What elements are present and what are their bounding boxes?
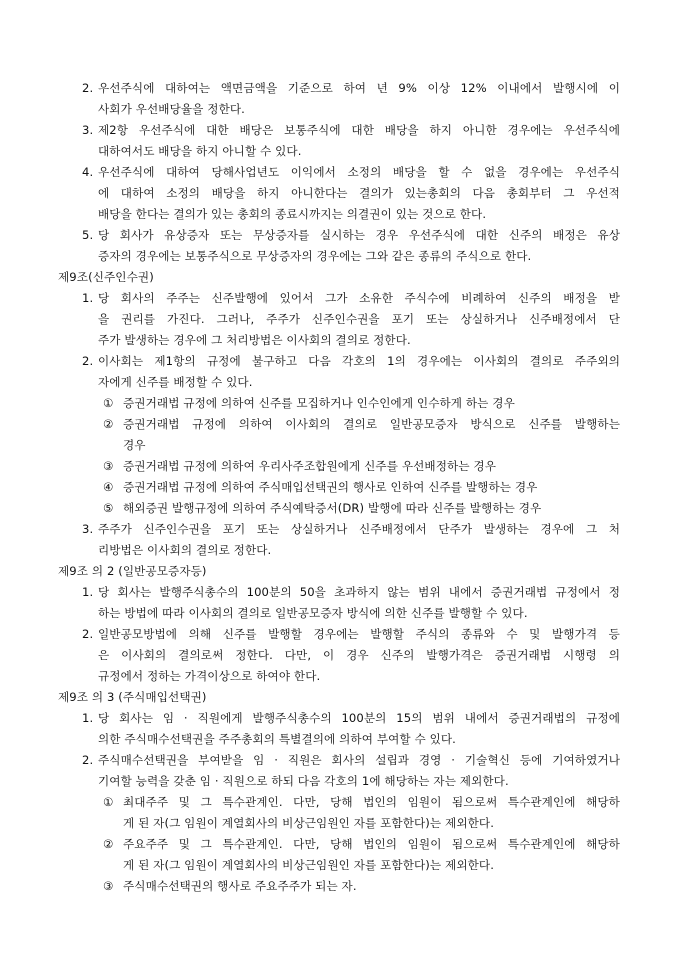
item-text: 규정에서 정하는 가격이상으로 하여야 한다. xyxy=(98,669,321,683)
subitem-text: 주요주주 및 그 특수관계인. 다만, 당해 법인의 임원이 됨으로써 특수관계인에 해당하 xyxy=(123,837,620,851)
item-text: 일반공모방법에 의해 신주를 발행할 경우에는 발행할 주식의 종류와 수 및 발행가격 등 xyxy=(98,627,620,641)
item-text: 기여할 능력을 갖춘 임 · 직원으로 하되 다음 각호의 1에 해당하는 자는 제외한다. xyxy=(98,774,509,788)
item-text: 우선주식에 대하여는 액면금액을 기준으로 하여 년 9% 이상 12% 이내에서 발행시에 이 xyxy=(98,81,620,95)
item-number: 1. xyxy=(82,711,94,725)
item-text: 제2항 우선주식에 대한 배당은 보통주식에 대한 배당을 하지 아니한 경우에는 우선주식에 xyxy=(98,123,620,137)
subitem-text: 증권거래법 규정에 의하여 신주를 모집하거나 인수인에게 인수하게 하는 경우 xyxy=(123,396,515,410)
item-text: 당 회사는 임 · 직원에게 발행주식총수의 100분의 15의 범위 내에서 증권거래법의 규정에 xyxy=(98,711,620,725)
article-heading: 제9조 의 3 (주식매입선택권) xyxy=(58,690,207,704)
item-number: 3. xyxy=(82,123,94,137)
item-number: 2. xyxy=(82,753,94,767)
item-text: 의한 주식매수선택권을 주주총회의 특별결의에 의하여 부여할 수 있다. xyxy=(98,732,456,746)
subitem-number: ② xyxy=(103,417,114,431)
item-text: 자에게 신주를 배정할 수 있다. xyxy=(98,375,253,389)
item-text: 리방법은 이사회의 결의로 정한다. xyxy=(98,543,272,557)
item-number: 1. xyxy=(82,291,94,305)
item-text: 당 회사는 발행주식총수의 100분의 50을 초과하지 않는 범위 내에서 증권거래법 규정에서 정 xyxy=(98,585,620,599)
item-number: 3. xyxy=(82,522,94,536)
article-heading: 제9조(신주인수권) xyxy=(58,270,154,284)
item-text: 사회가 우선배당율을 정한다. xyxy=(98,102,245,116)
subitem-text: 증권거래법 규정에 의하여 주식매입선택권의 행사로 인하여 신주를 발행하는 경우 xyxy=(123,480,538,494)
item-text: 하는 방법에 따라 이사회의 결의로 일반공모증자 방식에 의한 신주를 발행할 수 있다. xyxy=(98,606,528,620)
subitem-text: 증권거래법 규정에 의하여 우리사주조합원에게 신주를 우선배정하는 경우 xyxy=(123,459,497,473)
subitem-number: ③ xyxy=(103,459,114,473)
subitem-number: ③ xyxy=(103,879,114,893)
item-text: 대하여서도 배당을 하지 아니할 수 있다. xyxy=(98,144,302,158)
subitem-text: 해외증권 발행규정에 의하여 주식예탁증서(DR) 발행에 따라 신주를 발행하는 경우 xyxy=(123,501,542,515)
subitem-number: ① xyxy=(103,396,114,410)
item-text: 이사회는 제1항의 규정에 불구하고 다음 각호의 1의 경우에는 이사회의 결의로 주주외의 xyxy=(98,354,620,368)
subitem-text: 주식매수선택권의 행사로 주요주주가 되는 자. xyxy=(123,879,357,893)
item-text: 우선주식에 대하여 당해사업년도 이익에서 소정의 배당을 할 수 없을 경우에는 우선주식 xyxy=(98,165,620,179)
subitem-text: 게 된 자(그 임원이 계열회사의 비상근임원인 자를 포함한다)는 제외한다. xyxy=(123,858,495,872)
item-number: 2. xyxy=(82,81,94,95)
item-text: 주주가 신주인수권을 포기 또는 상실하거나 신주배정에서 단주가 발생하는 경우에 그 처 xyxy=(98,522,620,536)
item-number: 4. xyxy=(82,165,94,179)
item-text: 에 대하여 소정의 배당을 하지 아니한다는 결의가 있는총회의 다음 총회부터 그 우선적 xyxy=(98,186,620,200)
subitem-text: 증권거래법 규정에 의하여 이사회의 결의로 일반공모증자 방식으로 신주를 발행하는 xyxy=(123,417,620,431)
item-text: 주가 발생하는 경우에 그 처리방법은 이사회의 결의로 정한다. xyxy=(98,333,411,347)
subitem-text: 경우 xyxy=(123,438,146,452)
item-number: 1. xyxy=(82,585,94,599)
item-number: 5. xyxy=(82,228,94,242)
item-number: 2. xyxy=(82,627,94,641)
item-text: 주식매수선택권을 부여받을 임 · 직원은 회사의 설립과 경영 · 기술혁신 등에 기여하였거나 xyxy=(98,753,620,767)
subitem-number: ① xyxy=(103,795,114,809)
item-text: 을 권리를 가진다. 그러나, 주주가 신주인수권을 포기 또는 상실하거나 신주배정에서 단 xyxy=(98,312,620,326)
item-text: 은 이사회의 결의로써 정한다. 다만, 이 경우 신주의 발행가격은 증권거래법 시행령 의 xyxy=(98,648,620,662)
item-text: 당 회사의 주주는 신주발행에 있어서 그가 소유한 주식수에 비례하여 신주의 배정을 받 xyxy=(98,291,620,305)
item-number: 2. xyxy=(82,354,94,368)
subitem-number: ② xyxy=(103,837,114,851)
subitem-number: ⑤ xyxy=(103,501,114,515)
subitem-text: 최대주주 및 그 특수관계인. 다만, 당해 법인의 임원이 됨으로써 특수관계인에 해당하 xyxy=(123,795,620,809)
subitem-number: ④ xyxy=(103,480,114,494)
item-text: 증자의 경우에는 보통주식으로 무상증자의 경우에는 그와 같은 종류의 주식으로 한다. xyxy=(98,249,532,263)
item-text: 배당을 한다는 결의가 있는 총회의 종료시까지는 의결권이 있는 것으로 한다. xyxy=(98,207,487,221)
subitem-text: 게 된 자(그 임원이 계열회사의 비상근임원인 자를 포함한다)는 제외한다. xyxy=(123,816,495,830)
article-heading: 제9조 의 2 (일반공모증자등) xyxy=(58,564,207,578)
item-text: 당 회사가 유상증자 또는 무상증자를 실시하는 경우 우선주식에 대한 신주의 배정은 유상 xyxy=(98,228,620,242)
